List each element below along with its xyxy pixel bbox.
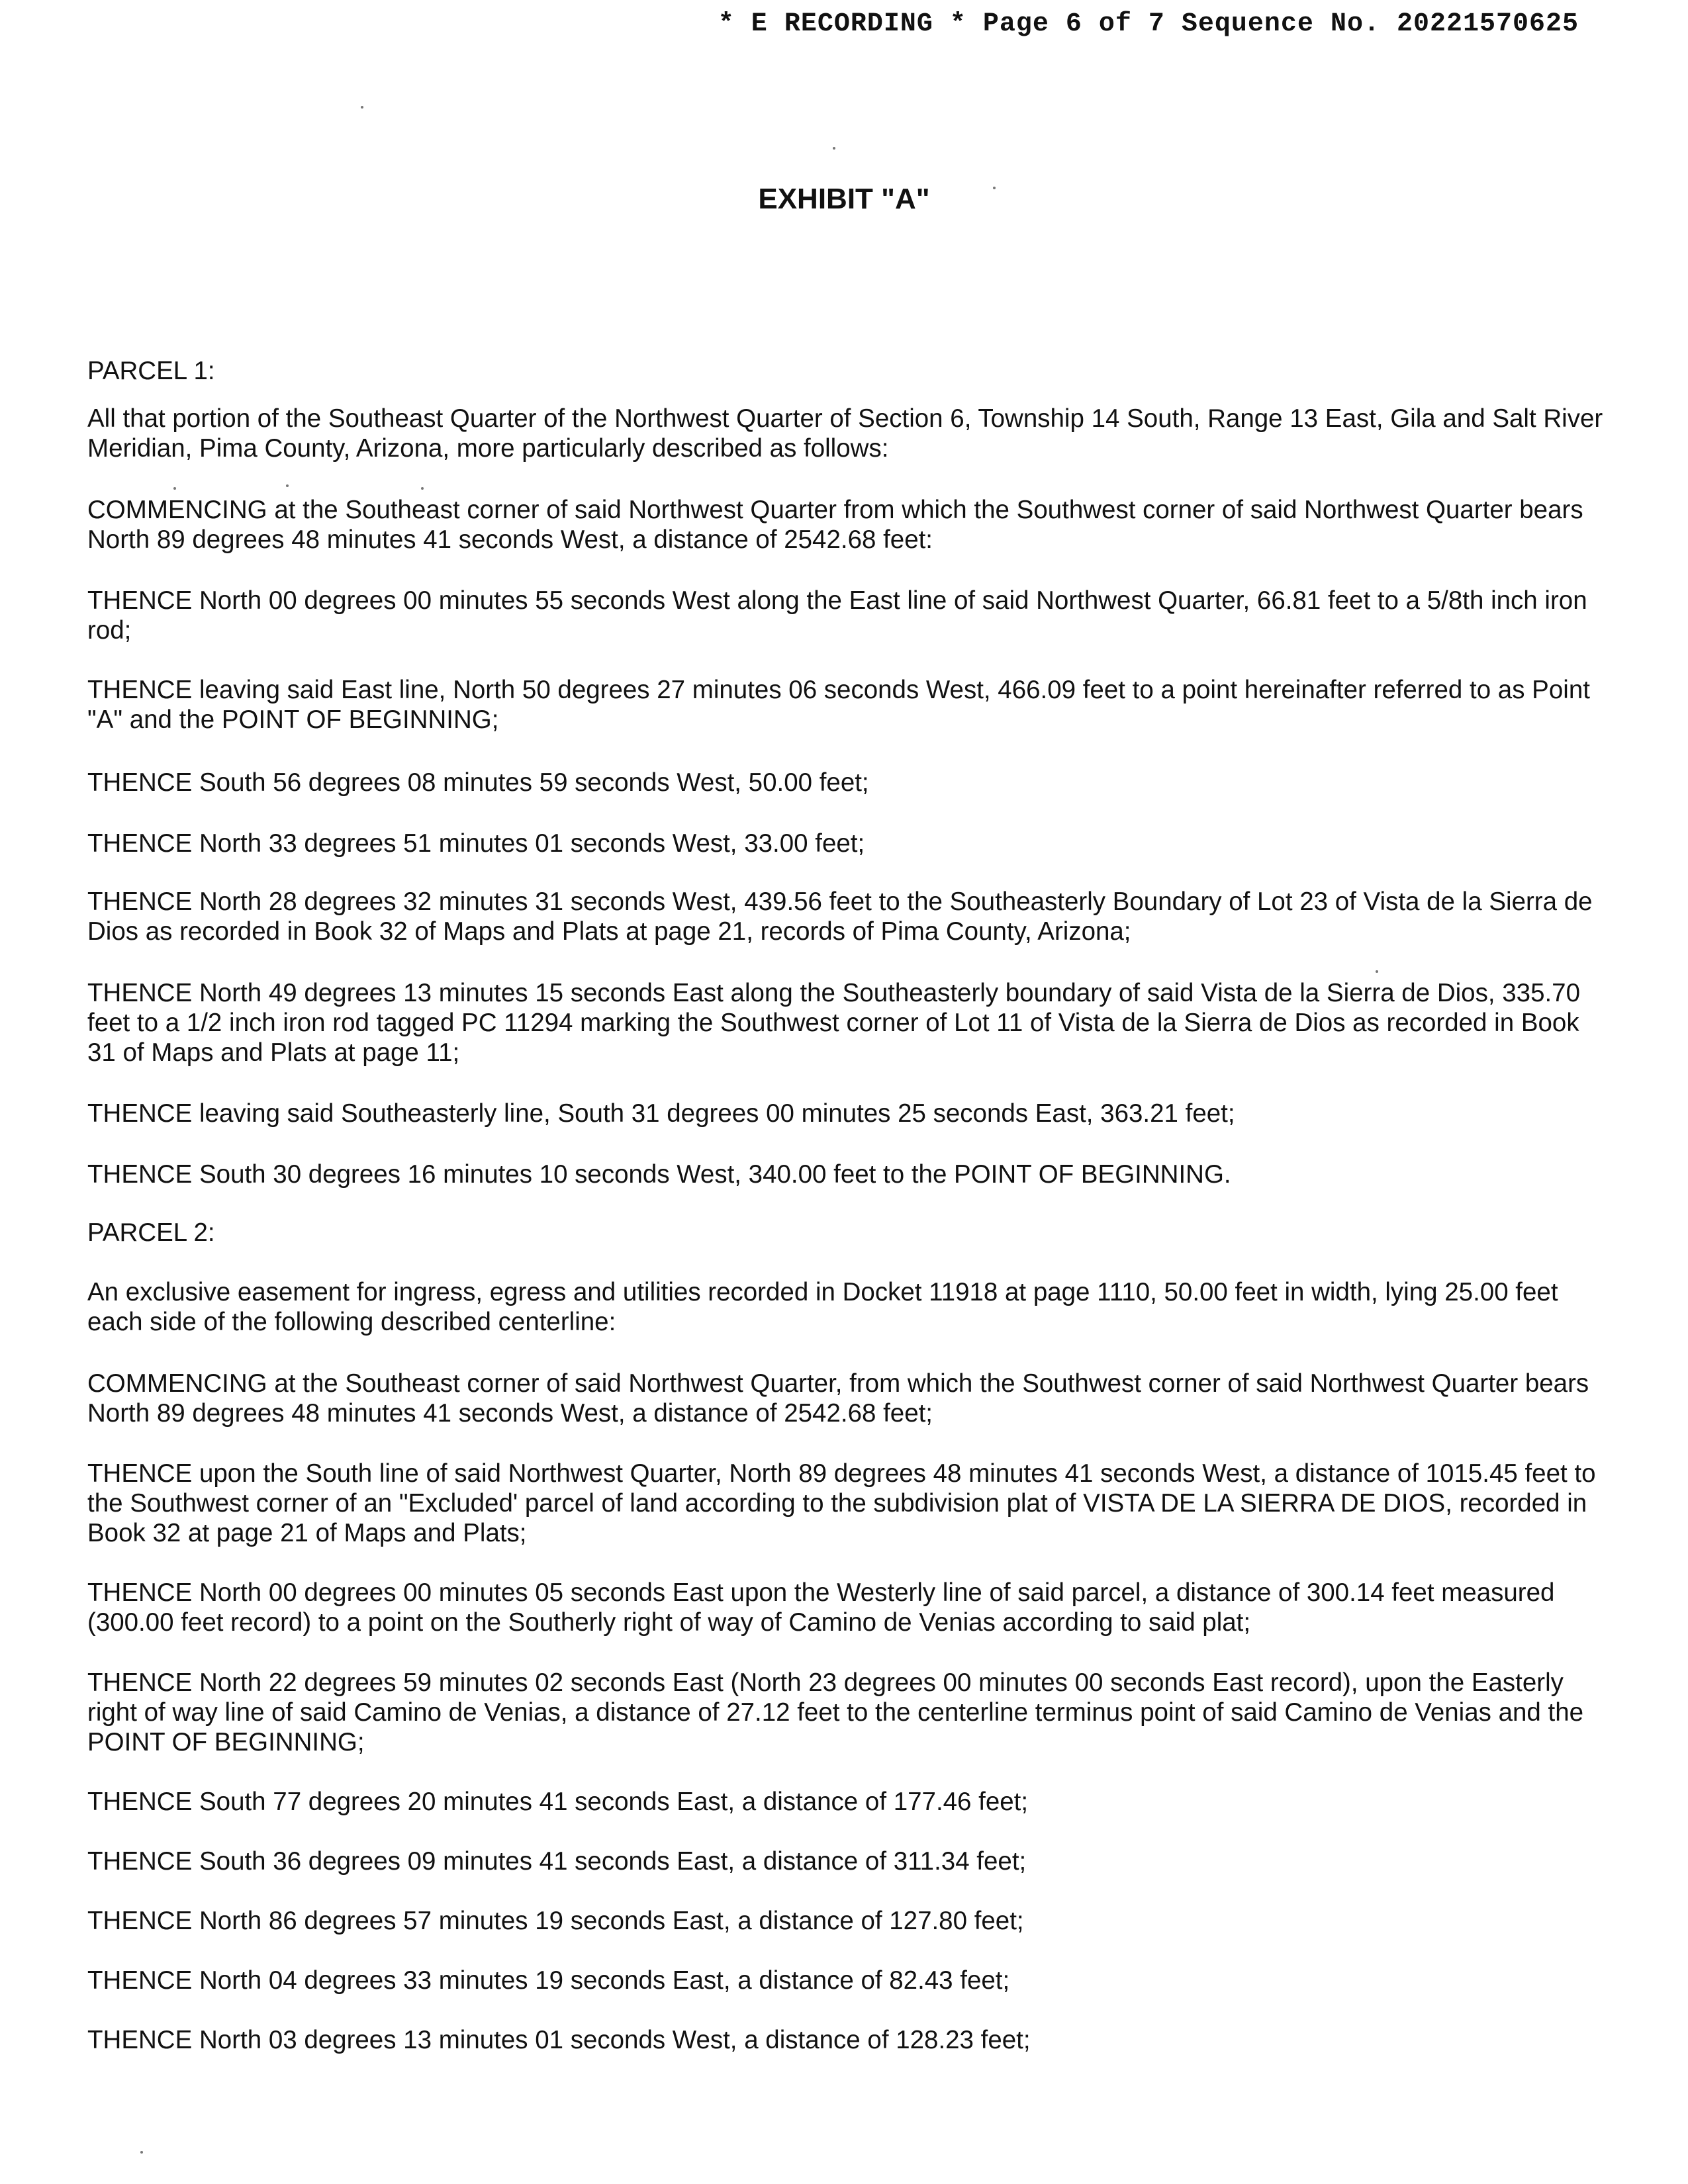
parcel-1-course-5: THENCE North 28 degrees 32 minutes 31 seconds West, 439.56 feet to the Southeasterly Boundary of Lot 23 of Vista de la Sierra de Dios as recorded in Book 32 of Maps and Plats at page 21, records of Pima County, Arizona; [87,887,1593,946]
parcel-2-heading: PARCEL 2: [87,1218,215,1247]
parcel-2-course-1: THENCE upon the South line of said Northwest Quarter, North 89 degrees 48 minutes 41 seconds West, a distance of 1015.45 feet to the Southwest corner of an "Excluded' parcel of land according to the subdivision plat of VISTA DE LA SIERRA DE DIOS, recorded in Book 32 at page 21 of Maps and Plats; [87,1459,1596,1547]
parcel-2-course-2: THENCE North 00 degrees 00 minutes 05 seconds East upon the Westerly line of said parcel, a distance of 300.14 feet measured (300.00 feet record) to a point on the Southerly right of way of Camino de Venias according to said plat; [87,1578,1555,1637]
parcel-2-course-6: THENCE North 86 degrees 57 minutes 19 seconds East, a distance of 127.80 feet; [87,1907,1024,1935]
parcel-2-course-7: THENCE North 04 degrees 33 minutes 19 seconds East, a distance of 82.43 feet; [87,1966,1010,1995]
parcel-1-course-8: THENCE South 30 degrees 16 minutes 10 seconds West, 340.00 feet to the POINT OF BEGINNING. [87,1160,1231,1189]
parcel-1-course-6: THENCE North 49 degrees 13 minutes 15 seconds East along the Southeasterly boundary of said Vista de la Sierra de Dios, 335.70 feet to a 1/2 inch iron rod tagged PC 11294 marking the Southwest corner of Lot 11 of Vista de la Sierra de Dios as recorded in Book 31 of Maps and Plats at page 11; [87,979,1580,1067]
parcel-1-course-1: THENCE North 00 degrees 00 minutes 55 seconds West along the East line of said Northwest Quarter, 66.81 feet to a 5/8th inch iron rod; [87,586,1587,645]
scan-speck [421,487,424,490]
parcel-1-intro: All that portion of the Southeast Quarter of the Northwest Quarter of Section 6, Township 14 South, Range 13 East, Gila and Salt River Meridian, Pima County, Arizona, more particularly described as follows: [87,404,1603,463]
scan-speck [833,147,835,150]
parcel-2-course-8: THENCE North 03 degrees 13 minutes 01 seconds West, a distance of 128.23 feet; [87,2026,1031,2054]
parcel-2-course-3: THENCE North 22 degrees 59 minutes 02 seconds East (North 23 degrees 00 minutes 00 seconds East record), upon the Easterly right of way line of said Camino de Venias, a distance of 27.12 feet to the centerline terminus point of said Camino de Venias and the POINT OF BEGINNING; [87,1668,1584,1756]
scan-speck [361,106,363,109]
scan-speck [993,187,996,189]
parcel-2-course-5: THENCE South 36 degrees 09 minutes 41 seconds East, a distance of 311.34 feet; [87,1847,1027,1876]
parcel-2-course-4: THENCE South 77 degrees 20 minutes 41 seconds East, a distance of 177.46 feet; [87,1788,1029,1816]
parcel-1-course-7: THENCE leaving said Southeasterly line, South 31 degrees 00 minutes 25 seconds East, 363.21 feet; [87,1099,1235,1128]
exhibit-title: EXHIBIT "A" [758,183,930,215]
parcel-1-commencing: COMMENCING at the Southeast corner of said Northwest Quarter from which the Southwest corner of said Northwest Quarter bears North 89 degrees 48 minutes 41 seconds West, a distance of 2542.68 feet: [87,496,1583,554]
parcel-2-intro: An exclusive easement for ingress, egress and utilities recorded in Docket 11918 at page 1110, 50.00 feet in width, lying 25.00 feet each side of the following described centerline: [87,1278,1558,1336]
parcel-1-heading: PARCEL 1: [87,357,215,385]
scan-speck [1376,970,1378,973]
scan-speck [286,484,289,487]
parcel-1-course-3: THENCE South 56 degrees 08 minutes 59 seconds West, 50.00 feet; [87,768,869,797]
parcel-2-commencing: COMMENCING at the Southeast corner of said Northwest Quarter, from which the Southwest corner of said Northwest Quarter bears North 89 degrees 48 minutes 41 seconds West, a distance of 2542.68 feet; [87,1369,1589,1428]
scan-speck [173,487,176,490]
recording-header: * E RECORDING * Page 6 of 7 Sequence No. 20221570625 [718,9,1579,39]
parcel-1-course-2: THENCE leaving said East line, North 50 degrees 27 minutes 06 seconds West, 466.09 feet to a point hereinafter referred to as Point "A" and the POINT OF BEGINNING; [87,676,1590,734]
parcel-1-course-4: THENCE North 33 degrees 51 minutes 01 seconds West, 33.00 feet; [87,829,865,858]
scan-speck [140,2151,143,2154]
